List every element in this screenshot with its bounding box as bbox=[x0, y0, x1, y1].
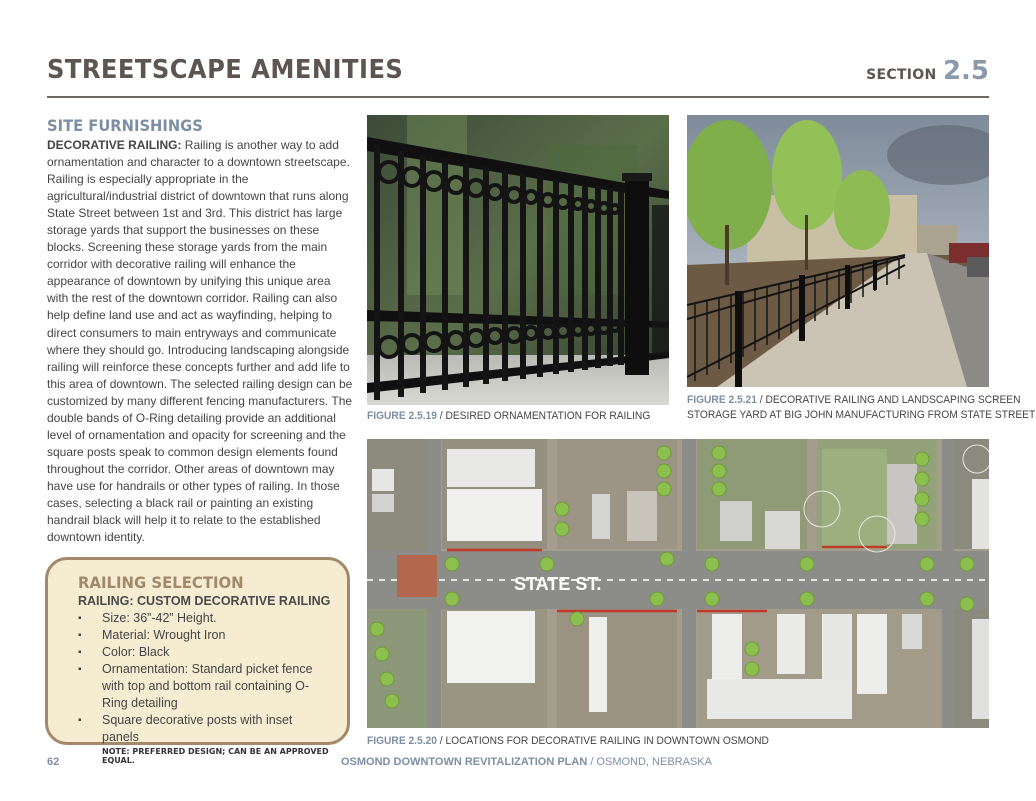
figure-20-caption: FIGURE 2.5.20 / LOCATIONS FOR DECORATIVE RAILING IN DOWNTOWN OSMOND bbox=[367, 735, 769, 747]
sidewalk-photo-image bbox=[687, 115, 989, 387]
section-word: SECTION bbox=[866, 67, 937, 83]
bullet-icon: ▪ bbox=[78, 664, 82, 675]
list-item: ▪ Ornamentation: Standard picket fence with top and bottom rail containing O-Ring detailing bbox=[78, 662, 313, 710]
railing-selection-title: RAILING SELECTION bbox=[78, 573, 244, 592]
state-street-label: STATE ST. bbox=[514, 574, 602, 594]
body-text: Railing is another way to add ornamentation and character to a downtown streetscape. Railing is especially appropriate in the agricultural/industrial district of downtown that runs along State Street between 1st and 3rd. This district has large storage yards that support the businesses on these blocks. Screening these storage yards from the main corridor with decorative railing will enhance the appearance of downtown by unifying this unique area with the rest of the downtown corridor. Railing can also help define land use and act as wayfinding, helping to direct consumers to main entryways and communicate where they should go. Introducing landscaping alongside railing will reinforce these concepts further and add life to this area of downtown. The selected railing design can be customized by many different fencing manufacturers. The double bands of O-Ring detailing provide an additional level of ornamentation and opacity for screening and the square posts speak to common design elements found throughout the corridor. Other areas of downtown may have use for handrails or other types of railing. In those cases, selecting a black rail or painting an existing handrail black will help it to relate to the established downtown identity. bbox=[47, 138, 353, 545]
aerial-map-image bbox=[367, 439, 989, 728]
site-furnishings-heading: SITE FURNISHINGS bbox=[47, 116, 203, 135]
section-number: 2.5 bbox=[942, 56, 989, 86]
railing-photo-image bbox=[367, 115, 669, 405]
list-item: ▪ Square decorative posts with inset panels bbox=[78, 713, 293, 744]
figure-21-caption: FIGURE 2.5.21 / DECORATIVE RAILING AND LANDSCAPING SCREEN STORAGE YARD AT BIG JOHN MANUFACTURING FROM STATE STREET bbox=[687, 394, 1036, 421]
bullet-icon: ▪ bbox=[78, 630, 82, 641]
list-item: ▪ Color: Black bbox=[78, 645, 170, 659]
figure-19-caption: FIGURE 2.5.19 / DESIRED ORNAMENTATION FOR RAILING bbox=[367, 410, 651, 422]
aerial-map bbox=[367, 439, 989, 728]
bullet-icon: ▪ bbox=[78, 647, 82, 658]
page-title: STREETSCAPE AMENITIES bbox=[47, 55, 404, 85]
decorative-railing-lead: DECORATIVE RAILING: bbox=[47, 138, 182, 152]
bullet-icon: ▪ bbox=[78, 613, 82, 624]
section-label bbox=[866, 56, 989, 86]
list-item: ▪ Size: 36”-42” Height. bbox=[78, 611, 217, 625]
footer-title: OSMOND DOWNTOWN REVITALIZATION PLAN / OSMOND, NEBRASKA bbox=[341, 756, 712, 768]
header-divider bbox=[47, 96, 989, 98]
bullet-icon: ▪ bbox=[78, 715, 82, 726]
preferred-design-note: NOTE: PREFERRED DESIGN; CAN BE AN APPROVED EQUAL. bbox=[102, 747, 329, 765]
page-number: 62 bbox=[47, 756, 60, 768]
railing-spec-list bbox=[78, 610, 331, 746]
railing-selection-subtitle: RAILING: CUSTOM DECORATIVE RAILING bbox=[78, 594, 331, 608]
list-item: ▪ Material: Wrought Iron bbox=[78, 628, 226, 642]
sidewalk-railing-photo bbox=[687, 115, 989, 387]
body-paragraph bbox=[47, 137, 353, 546]
railing-photo bbox=[367, 115, 669, 405]
